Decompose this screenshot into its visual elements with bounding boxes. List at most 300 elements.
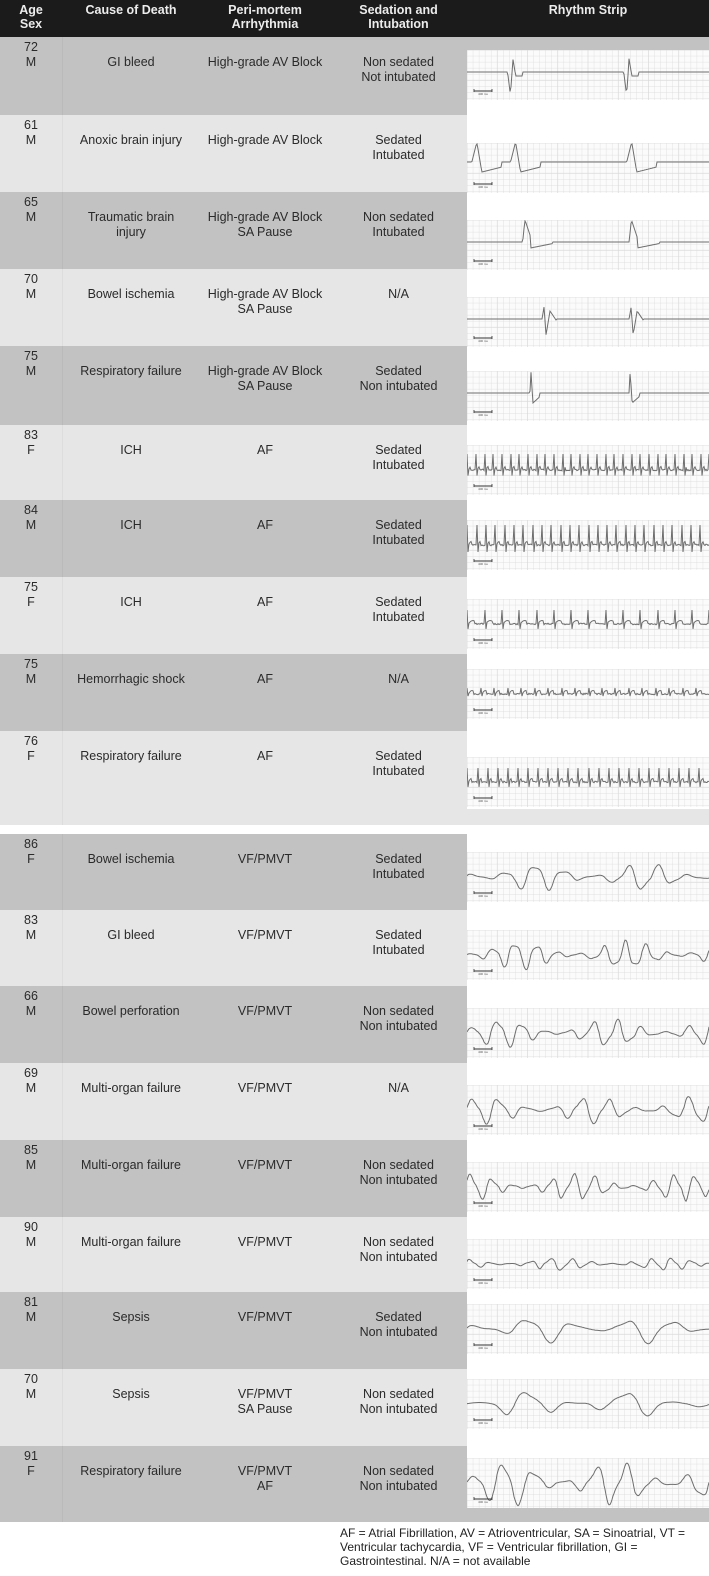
- rhythm-strip: [467, 1379, 709, 1429]
- ecg-trace-icon: [467, 520, 709, 570]
- cause-cell-line: GI bleed: [107, 928, 155, 942]
- arrhythmia-cell-line: VF/PMVT: [237, 1158, 293, 1172]
- arrhythmia-cell: [200, 1464, 330, 1493]
- column-divider: [62, 500, 63, 577]
- arrhythmia-cell-line: High-grade AV Block: [207, 133, 323, 147]
- age-sex-cell-line: 65: [24, 195, 38, 209]
- arrhythmia-cell-line: High-grade AV Block: [207, 55, 323, 69]
- header-sedation-line2: Intubation: [368, 17, 429, 31]
- sedation-cell: [330, 210, 467, 239]
- rhythm-strip: [467, 599, 709, 649]
- arrhythmia-cell: [200, 133, 330, 148]
- age-sex-cell-line: F: [27, 594, 35, 609]
- table-row: [0, 37, 467, 115]
- column-divider: [62, 654, 63, 731]
- cause-cell-line: Respiratory failure: [80, 1464, 182, 1478]
- age-sex-cell-line: 83: [24, 913, 38, 927]
- age-sex-cell-line: F: [27, 442, 35, 457]
- svg-text:400 ms: 400 ms: [478, 1204, 488, 1208]
- sedation-cell: [330, 1310, 467, 1339]
- table-row: [0, 731, 467, 825]
- arrhythmia-cell: [200, 210, 330, 239]
- age-sex-cell: [0, 1143, 62, 1172]
- svg-text:400 ms: 400 ms: [478, 1421, 488, 1425]
- arrhythmia-cell-line: AF: [257, 443, 273, 457]
- arrhythmia-cell: [200, 287, 330, 316]
- svg-text:400 ms: 400 ms: [478, 641, 488, 645]
- rhythm-strip: [467, 520, 709, 570]
- age-sex-cell: [0, 195, 62, 224]
- ecg-trace-icon: [467, 930, 709, 980]
- cause-cell: [62, 518, 200, 533]
- column-divider: [62, 1140, 63, 1217]
- sedation-cell: [330, 749, 467, 778]
- sedation-cell: [330, 287, 467, 302]
- column-divider: [62, 986, 63, 1063]
- sedation-cell-line: Sedated: [375, 749, 422, 763]
- cause-cell: [62, 210, 200, 239]
- sedation-cell-line: Non sedated: [363, 1158, 434, 1172]
- arrhythmia-cell-line: High-grade AV Block: [207, 210, 323, 224]
- age-sex-cell: [0, 1295, 62, 1324]
- sedation-cell-line: N/A: [388, 1081, 409, 1095]
- table-row: [0, 269, 467, 346]
- cause-cell: [62, 928, 200, 943]
- column-divider: [62, 1217, 63, 1292]
- column-divider: [62, 269, 63, 346]
- header-arrhythmia-line1: Peri-mortem: [228, 3, 302, 17]
- table-row: [0, 346, 467, 425]
- cause-cell: [62, 364, 200, 379]
- age-sex-cell: [0, 428, 62, 457]
- sedation-cell: [330, 518, 467, 547]
- column-divider: [62, 1446, 63, 1522]
- svg-text:400 ms: 400 ms: [478, 413, 488, 417]
- age-sex-cell-line: M: [25, 1080, 37, 1095]
- header-arrhythmia-line2: Arrhythmia: [231, 17, 299, 31]
- sedation-cell: [330, 1004, 467, 1033]
- sedation-cell-line: Intubated: [372, 763, 425, 778]
- age-sex-cell: [0, 913, 62, 942]
- sedation-cell-line: Non sedated: [363, 1387, 434, 1401]
- arrhythmia-cell-line: SA Pause: [237, 378, 293, 393]
- svg-text:400 ms: 400 ms: [478, 1281, 488, 1285]
- table-row: [0, 1446, 467, 1522]
- ecg-trace-icon: [467, 599, 709, 649]
- age-sex-cell: [0, 40, 62, 69]
- column-divider: [62, 834, 63, 910]
- arrhythmia-cell: [200, 55, 330, 70]
- sedation-cell: [330, 1464, 467, 1493]
- sedation-cell-line: Non sedated: [363, 1004, 434, 1018]
- rhythm-strip: [467, 297, 709, 347]
- sedation-cell-line: Non intubated: [359, 1401, 438, 1416]
- sedation-cell-line: Sedated: [375, 852, 422, 866]
- arrhythmia-cell-line: AF: [257, 749, 273, 763]
- sedation-cell: [330, 1235, 467, 1264]
- column-divider: [62, 910, 63, 986]
- ecg-trace-icon: [467, 852, 709, 902]
- arrhythmia-cell: [200, 928, 330, 943]
- header-age: Age: [19, 3, 43, 17]
- table-row: [0, 500, 467, 577]
- header-sedation-line1: Sedation and: [359, 3, 438, 17]
- arrhythmia-cell: [200, 1310, 330, 1325]
- ecg-trace-icon: [467, 50, 709, 100]
- sedation-cell-line: N/A: [388, 287, 409, 301]
- sedation-cell-line: Intubated: [372, 866, 425, 881]
- age-sex-cell: [0, 118, 62, 147]
- sedation-cell-line: Sedated: [375, 443, 422, 457]
- age-sex-cell: [0, 657, 62, 686]
- sedation-cell-line: Intubated: [372, 457, 425, 472]
- arrhythmia-cell: [200, 1158, 330, 1173]
- rhythm-strip: [467, 371, 709, 421]
- age-sex-cell-line: F: [27, 851, 35, 866]
- arrhythmia-cell: [200, 1081, 330, 1096]
- arrhythmia-cell-line: SA Pause: [237, 301, 293, 316]
- cause-cell: [62, 1387, 200, 1402]
- cause-cell: [62, 55, 200, 70]
- cause-cell-line: Bowel perforation: [82, 1004, 180, 1018]
- age-sex-cell-line: M: [25, 54, 37, 69]
- rhythm-strip: [467, 143, 709, 193]
- ecg-trace-icon: [467, 1162, 709, 1212]
- age-sex-cell-line: M: [25, 363, 37, 378]
- age-sex-cell-line: 69: [24, 1066, 38, 1080]
- cause-cell: [62, 443, 200, 458]
- ecg-trace-icon: [467, 757, 709, 807]
- arrhythmia-cell-line: High-grade AV Block: [207, 364, 323, 378]
- svg-text:400 ms: 400 ms: [478, 1346, 488, 1350]
- sedation-cell-line: Intubated: [372, 609, 425, 624]
- svg-text:400 ms: 400 ms: [478, 262, 488, 266]
- cause-cell-line: GI bleed: [107, 55, 155, 69]
- sedation-cell-line: N/A: [388, 672, 409, 686]
- age-sex-cell-line: 61: [24, 118, 38, 132]
- rhythm-strip: [467, 220, 709, 270]
- age-sex-cell-line: 75: [24, 349, 38, 363]
- sedation-cell-line: Non intubated: [359, 378, 438, 393]
- ecg-trace-icon: [467, 445, 709, 495]
- cause-cell: [62, 749, 200, 764]
- age-sex-cell-line: M: [25, 1157, 37, 1172]
- arrhythmia-cell: [200, 518, 330, 533]
- cause-cell-line: Bowel ischemia: [87, 287, 175, 301]
- sedation-cell: [330, 443, 467, 472]
- age-sex-cell-line: 86: [24, 837, 38, 851]
- column-divider: [62, 346, 63, 425]
- arrhythmia-cell-line: AF: [257, 1478, 273, 1493]
- sedation-cell-line: Intubated: [372, 942, 425, 957]
- column-divider: [62, 1063, 63, 1140]
- svg-text:400 ms: 400 ms: [478, 799, 488, 803]
- ecg-trace-icon: [467, 143, 709, 193]
- svg-text:400 ms: 400 ms: [478, 1127, 488, 1131]
- age-sex-cell-line: 66: [24, 989, 38, 1003]
- arrhythmia-cell-line: AF: [257, 672, 273, 686]
- cause-cell-line: Multi-organ failure: [80, 1235, 182, 1249]
- rhythm-strip: [467, 1458, 709, 1508]
- svg-text:400 ms: 400 ms: [478, 339, 488, 343]
- arrhythmia-cell-line: VF/PMVT: [237, 1310, 293, 1324]
- arrhythmia-cell: [200, 1004, 330, 1019]
- rhythm-strip: [467, 1008, 709, 1058]
- age-sex-cell-line: 91: [24, 1449, 38, 1463]
- age-sex-cell: [0, 1449, 62, 1478]
- sedation-cell-line: Sedated: [375, 364, 422, 378]
- table-row: [0, 192, 467, 269]
- sedation-cell-line: Non intubated: [359, 1172, 438, 1187]
- rhythm-strip: [467, 445, 709, 495]
- svg-text:400 ms: 400 ms: [478, 562, 488, 566]
- sedation-cell-line: Sedated: [375, 1310, 422, 1324]
- cause-cell: [62, 1464, 200, 1479]
- table-row: [0, 577, 467, 654]
- cause-cell-line: Multi-organ failure: [80, 1158, 182, 1172]
- age-sex-cell: [0, 1220, 62, 1249]
- rhythm-strip: [467, 852, 709, 902]
- age-sex-cell-line: M: [25, 286, 37, 301]
- age-sex-cell-line: 75: [24, 657, 38, 671]
- svg-text:400 ms: 400 ms: [478, 1500, 488, 1504]
- table-row: [0, 1063, 467, 1140]
- cause-cell-line: ICH: [120, 595, 142, 609]
- sedation-cell-line: Non sedated: [363, 55, 434, 69]
- table-row: [0, 910, 467, 986]
- table-footnote: AF = Atrial Fibrillation, AV = Atrioventricular, SA = Sinoatrial, VT = Ventricular tachycardia, VF = Ventricular fibrillation, GI = Gastrointestinal. N/A = not available: [340, 1526, 686, 1568]
- age-sex-cell-line: F: [27, 1463, 35, 1478]
- svg-text:400 ms: 400 ms: [478, 894, 488, 898]
- age-sex-cell: [0, 989, 62, 1018]
- age-sex-cell: [0, 580, 62, 609]
- sedation-cell: [330, 672, 467, 687]
- age-sex-cell: [0, 503, 62, 532]
- sedation-cell-line: Sedated: [375, 518, 422, 532]
- age-sex-cell: [0, 734, 62, 763]
- sedation-cell-line: Sedated: [375, 133, 422, 147]
- sedation-cell-line: Intubated: [372, 532, 425, 547]
- column-divider: [62, 731, 63, 825]
- age-sex-cell-line: 81: [24, 1295, 38, 1309]
- cause-cell: [62, 1004, 200, 1019]
- ecg-trace-icon: [467, 1239, 709, 1289]
- column-divider: [62, 1369, 63, 1446]
- header-cause: [62, 3, 200, 17]
- cause-cell-line: Traumatic brain: [87, 210, 175, 224]
- cause-cell: [62, 287, 200, 302]
- arrhythmia-cell: [200, 672, 330, 687]
- sedation-cell-line: Intubated: [372, 224, 425, 239]
- header-sex: Sex: [19, 17, 43, 31]
- sedation-cell-line: Non intubated: [359, 1478, 438, 1493]
- arrhythmia-cell: [200, 749, 330, 764]
- age-sex-cell: [0, 1066, 62, 1095]
- column-divider: [62, 1292, 63, 1369]
- age-sex-cell-line: 75: [24, 580, 38, 594]
- sedation-cell: [330, 1081, 467, 1096]
- cause-cell-line: ICH: [120, 518, 142, 532]
- sedation-cell: [330, 928, 467, 957]
- rhythm-strip: [467, 1162, 709, 1212]
- rhythm-strip: [467, 1304, 709, 1354]
- sedation-cell-line: Sedated: [375, 928, 422, 942]
- sedation-cell: [330, 595, 467, 624]
- table-row: [0, 654, 467, 731]
- cause-cell: [62, 595, 200, 610]
- age-sex-cell-line: 85: [24, 1143, 38, 1157]
- column-divider: [62, 577, 63, 654]
- age-sex-cell-line: F: [27, 748, 35, 763]
- header-rhythm-strip: [467, 3, 709, 17]
- header-age-sex: [0, 3, 62, 31]
- cause-cell-line: ICH: [120, 443, 142, 457]
- rhythm-strip: [467, 50, 709, 100]
- sedation-cell-line: Non sedated: [363, 1235, 434, 1249]
- cause-cell-line: Hemorrhagic shock: [77, 672, 185, 686]
- arrhythmia-cell-line: VF/PMVT: [237, 1387, 293, 1401]
- row-background-extension: [467, 37, 709, 50]
- sedation-cell-line: Non intubated: [359, 1249, 438, 1264]
- arrhythmia-cell-line: AF: [257, 595, 273, 609]
- cause-cell-line: injury: [116, 224, 146, 239]
- sedation-cell-line: Non intubated: [359, 1324, 438, 1339]
- sedation-cell: [330, 55, 467, 84]
- header-cause-label: Cause of Death: [85, 3, 177, 17]
- age-sex-cell-line: 70: [24, 272, 38, 286]
- svg-text:400 ms: 400 ms: [478, 92, 488, 96]
- sedation-cell-line: Not intubated: [361, 69, 436, 84]
- age-sex-cell-line: 72: [24, 40, 38, 54]
- table-row: [0, 425, 467, 500]
- ecg-trace-icon: [467, 1008, 709, 1058]
- ecg-trace-icon: [467, 371, 709, 421]
- rhythm-strip: [467, 669, 709, 719]
- svg-text:400 ms: 400 ms: [478, 487, 488, 491]
- cause-cell-line: Sepsis: [112, 1387, 150, 1401]
- cause-cell-line: Anoxic brain injury: [79, 133, 183, 147]
- arrhythmia-cell-line: VF/PMVT: [237, 928, 293, 942]
- sedation-cell: [330, 1158, 467, 1187]
- sedation-cell-line: Sedated: [375, 595, 422, 609]
- table-row: [0, 1140, 467, 1217]
- arrhythmia-cell: [200, 1235, 330, 1250]
- table-row: [0, 986, 467, 1063]
- svg-text:400 ms: 400 ms: [478, 1050, 488, 1054]
- age-sex-cell-line: M: [25, 671, 37, 686]
- age-sex-cell-line: 83: [24, 428, 38, 442]
- cause-cell: [62, 1310, 200, 1325]
- age-sex-cell: [0, 837, 62, 866]
- sedation-cell-line: Non sedated: [363, 1464, 434, 1478]
- table-row: [0, 1292, 467, 1369]
- sedation-cell: [330, 364, 467, 393]
- arrhythmia-cell-line: VF/PMVT: [237, 1004, 293, 1018]
- svg-text:400 ms: 400 ms: [478, 185, 488, 189]
- cause-cell: [62, 1081, 200, 1096]
- table-row: [0, 1217, 467, 1292]
- arrhythmia-cell-line: High-grade AV Block: [207, 287, 323, 301]
- arrhythmia-cell-line: VF/PMVT: [237, 1235, 293, 1249]
- cause-cell-line: Sepsis: [112, 1310, 150, 1324]
- age-sex-cell-line: M: [25, 927, 37, 942]
- cause-cell-line: Respiratory failure: [80, 364, 182, 378]
- svg-text:400 ms: 400 ms: [478, 711, 488, 715]
- cause-cell-line: Respiratory failure: [80, 749, 182, 763]
- arrhythmia-cell-line: VF/PMVT: [237, 852, 293, 866]
- table-row: [0, 834, 467, 910]
- arrhythmia-cell: [200, 1387, 330, 1416]
- ecg-trace-icon: [467, 1085, 709, 1135]
- column-divider: [62, 425, 63, 500]
- arrhythmia-cell-line: VF/PMVT: [237, 1081, 293, 1095]
- sedation-cell: [330, 133, 467, 162]
- arrhythmia-cell-line: AF: [257, 518, 273, 532]
- ecg-trace-icon: [467, 1458, 709, 1508]
- column-divider: [62, 115, 63, 192]
- age-sex-cell: [0, 272, 62, 301]
- age-sex-cell-line: M: [25, 209, 37, 224]
- header-arrhythmia: [200, 3, 330, 31]
- rhythm-strip: [467, 757, 709, 807]
- arrhythmia-cell: [200, 364, 330, 393]
- age-sex-cell-line: 84: [24, 503, 38, 517]
- age-sex-cell-line: M: [25, 132, 37, 147]
- age-sex-cell-line: M: [25, 1003, 37, 1018]
- column-divider: [62, 37, 63, 115]
- age-sex-cell-line: M: [25, 1234, 37, 1249]
- cause-cell: [62, 852, 200, 867]
- age-sex-cell-line: 90: [24, 1220, 38, 1234]
- cause-cell: [62, 1235, 200, 1250]
- rhythm-strip: [467, 1085, 709, 1135]
- rhythm-strip: [467, 930, 709, 980]
- row-background-extension: [467, 1507, 709, 1522]
- ecg-trace-icon: [467, 297, 709, 347]
- cause-cell: [62, 672, 200, 687]
- sedation-cell-line: Non intubated: [359, 1018, 438, 1033]
- table-header: [0, 0, 709, 37]
- age-sex-cell: [0, 1372, 62, 1401]
- age-sex-cell-line: 70: [24, 1372, 38, 1386]
- table-row: [0, 1369, 467, 1446]
- rhythm-strip: [467, 1239, 709, 1289]
- age-sex-cell: [0, 349, 62, 378]
- cause-cell-line: Bowel ischemia: [87, 852, 175, 866]
- ecg-trace-icon: [467, 220, 709, 270]
- sedation-cell-line: Intubated: [372, 147, 425, 162]
- arrhythmia-cell-line: SA Pause: [237, 224, 293, 239]
- age-sex-cell-line: M: [25, 517, 37, 532]
- arrhythmia-cell: [200, 852, 330, 867]
- sedation-cell-line: Non sedated: [363, 210, 434, 224]
- arrhythmia-cell: [200, 443, 330, 458]
- ecg-trace-icon: [467, 1304, 709, 1354]
- cause-cell: [62, 1158, 200, 1173]
- row-background-extension: [467, 809, 709, 825]
- age-sex-cell-line: M: [25, 1386, 37, 1401]
- table-row: [0, 115, 467, 192]
- sedation-cell: [330, 1387, 467, 1416]
- cause-cell: [62, 133, 200, 148]
- arrhythmia-cell-line: VF/PMVT: [237, 1464, 293, 1478]
- arrhythmia-cell-line: SA Pause: [237, 1401, 293, 1416]
- sedation-cell: [330, 852, 467, 881]
- header-rhythm-label: Rhythm Strip: [548, 3, 628, 17]
- ecg-trace-icon: [467, 669, 709, 719]
- age-sex-cell-line: 76: [24, 734, 38, 748]
- cause-cell-line: Multi-organ failure: [80, 1081, 182, 1095]
